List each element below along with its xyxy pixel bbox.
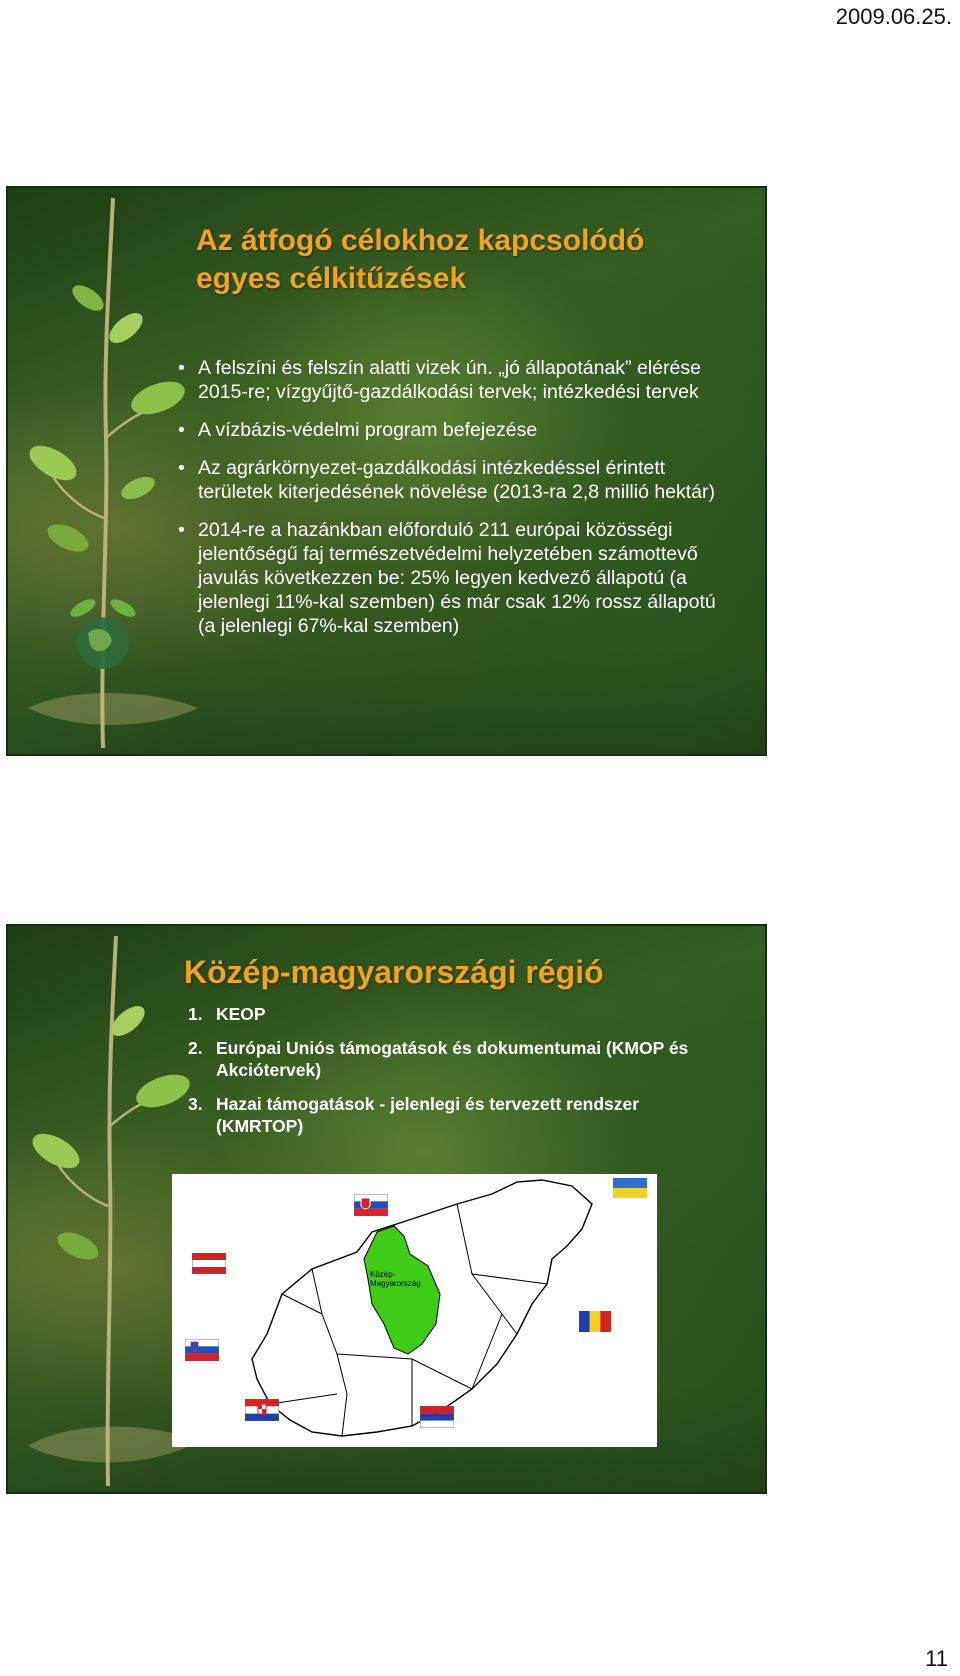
slide-title: Közép-magyarországi régió (184, 954, 604, 990)
objectives-bullet-list (178, 356, 738, 652)
page-number: 11 (925, 1646, 948, 1671)
list-item (188, 1003, 708, 1025)
list-item: • 2014-re a hazánkban előforduló 211 európai közösségi jelentőségű faj természetvédelmi helyzetében számottevő javulás következzen be: 25% legyen kedvező állapotú (a jelenlegi 11%-kal szemben) és már csak 12% rossz állapotú (a jelenlegi 67%-kal szemben) (178, 518, 738, 638)
list-item: • A vízbázis-védelmi program befejezése (178, 418, 738, 442)
slovakia-flag-icon (354, 1194, 388, 1216)
ukraine-flag-icon (613, 1178, 647, 1198)
page-date: 2009.06.25. (835, 4, 952, 29)
slide-region (6, 924, 767, 1494)
item-number: 2. (188, 1038, 203, 1058)
item-text: KEOP (216, 1004, 266, 1024)
central-region-label: Közép- Magyarország (370, 1270, 421, 1288)
slide-title: Az átfogó célokhoz kapcsolódó egyes célkitűzések (196, 224, 645, 295)
item-text: Európai Uniós támogatások és dokumentumai (KMOP és Akciótervek) (216, 1038, 689, 1080)
croatia-flag-icon (245, 1399, 279, 1421)
hungary-region-map (172, 1174, 657, 1447)
item-number: 1. (188, 1004, 203, 1024)
slide-objectives (6, 186, 767, 756)
list-item: • A felszíni és felszín alatti vizek ún. „jó állapotának” elérése 2015-re; vízgyűjtő-gazdálkodási tervek; intézkedési tervek (178, 356, 738, 404)
item-number: 3. (188, 1094, 203, 1114)
serbia-flag-icon (420, 1406, 454, 1428)
romania-flag-icon (579, 1311, 611, 1332)
austria-flag-icon (192, 1253, 226, 1274)
item-text: Hazai támogatások - jelenlegi és tervezett rendszer (KMRTOP) (216, 1094, 640, 1136)
numbered-list (188, 1003, 708, 1149)
list-item (188, 1037, 708, 1081)
list-item: • Az agrárkörnyezet-gazdálkodási intézkedéssel érintett területek kiterjedésének növelése (2013-ra 2,8 millió hektár) (178, 456, 738, 504)
list-item (188, 1093, 708, 1137)
slovenia-flag-icon (185, 1339, 219, 1361)
